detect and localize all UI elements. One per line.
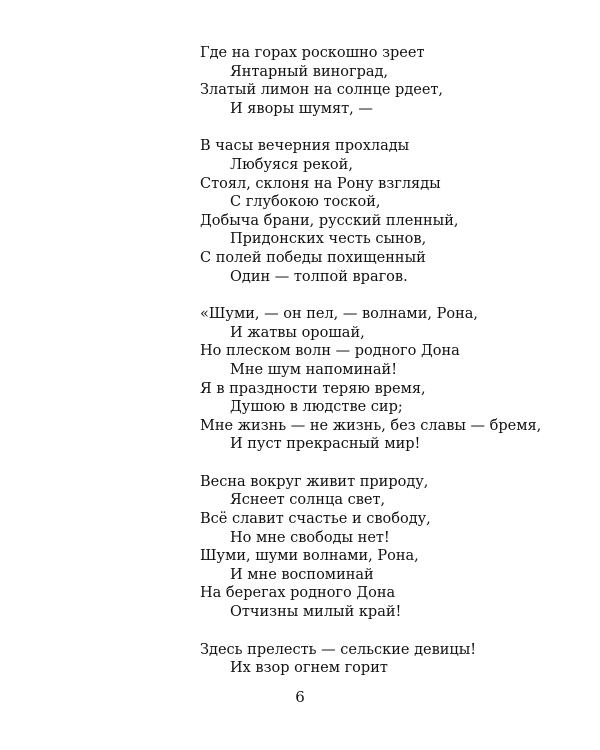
poem-line: Отчизны милый край! [230, 604, 402, 621]
poem-line: Душою в людстве сир; [230, 399, 403, 416]
poem-line: Здесь прелесть — сельские девицы! [200, 641, 477, 658]
page-number: 6 [295, 688, 305, 706]
poem-line: Весна вокруг живит природу, [200, 473, 429, 490]
poem-line: Один — толпой врагов. [230, 268, 408, 285]
stanza [200, 473, 580, 622]
poem-line: И жатвы орошай, [230, 324, 365, 341]
poem-line: Всё славит счастье и свободу, [200, 511, 431, 528]
poem-body [200, 44, 580, 697]
stanza [200, 641, 580, 678]
poem-line: Янтарный виноград, [230, 63, 389, 80]
poem-line: В часы вечерния прохлады [200, 138, 410, 155]
poem-line: Яснеет солнца свет, [230, 492, 386, 509]
poem-line: Мне жизнь — не жизнь, без славы — бремя, [200, 417, 542, 434]
poem-line: Но мне свободы нет! [230, 529, 390, 546]
poem-line: На берегах родного Дона [200, 585, 396, 602]
poem-line: И мне воспоминай [230, 566, 374, 583]
poem-line: И пуст прекрасный мир! [230, 436, 421, 453]
poem-line: Стоял, склоня на Рону взгляды [200, 175, 441, 192]
poem-line: Шуми, шуми волнами, Рона, [200, 548, 419, 565]
poem-line: Мне шум напоминай! [230, 361, 398, 378]
stanza [200, 137, 580, 286]
poem-line: Их взор огнем горит [230, 660, 388, 677]
stanza [200, 44, 580, 118]
poem-line: С глубокою тоской, [230, 194, 381, 211]
poem-line: Но плеском волн — родного Дона [200, 343, 460, 360]
stanza [200, 305, 580, 454]
poem-line: Любуяся рекой, [230, 156, 353, 173]
poem-line: Златый лимон на солнце рдеет, [200, 82, 444, 99]
poem-line: Придонских честь сынов, [230, 231, 427, 248]
poem-line: Я в праздности теряю время, [200, 380, 426, 397]
poem-line: Добыча брани, русский пленный, [200, 212, 459, 229]
poem-line: «Шуми, — он пел, — волнами, Рона, [200, 306, 478, 323]
poem-line: И яворы шумят, — [230, 100, 373, 117]
poem-line: Где на горах роскошно зреет [200, 45, 425, 61]
poem-line: С полей победы похищенный [200, 249, 426, 266]
